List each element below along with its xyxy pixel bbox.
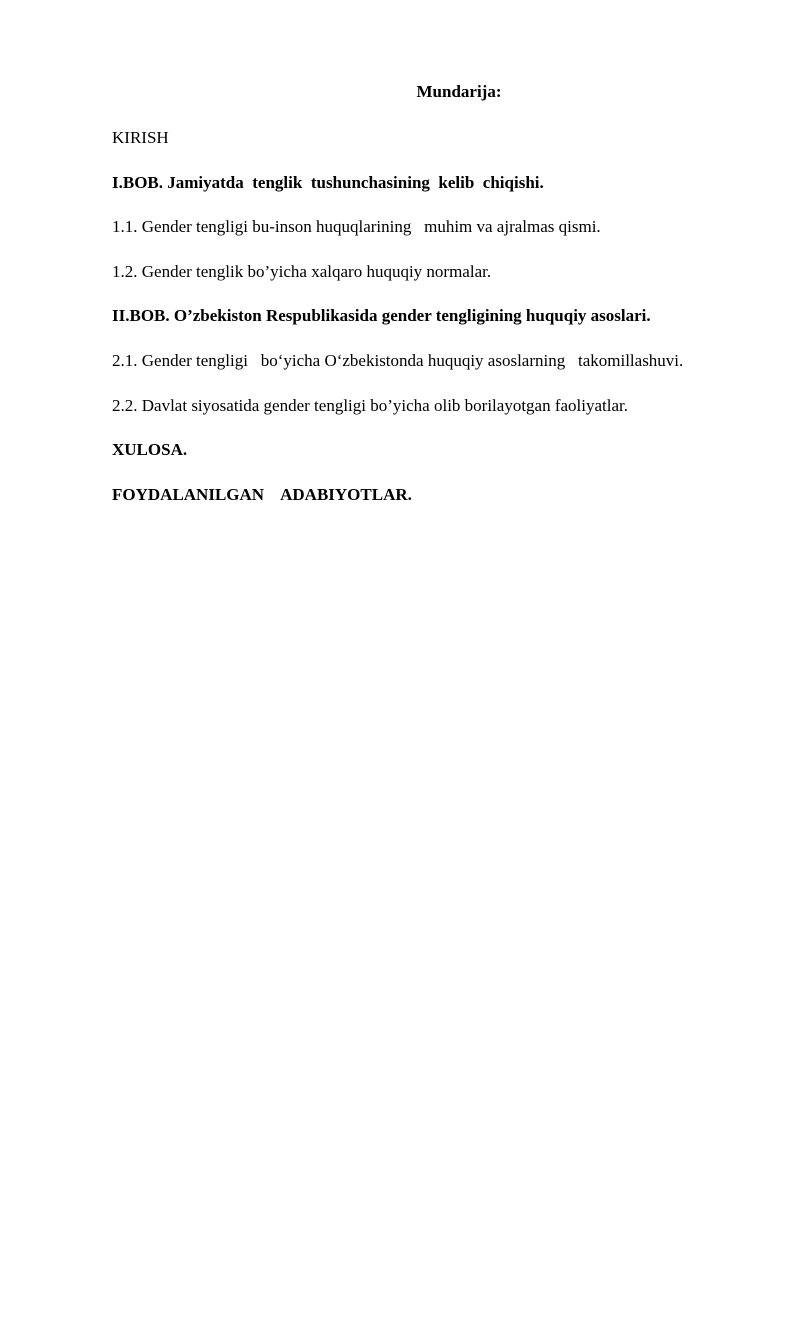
toc-item-section-1-1: 1.1. Gender tengligi bu-inson huquqlarining muhim va ajralmas qismi. [112, 217, 601, 237]
toc-item-section-2-1: 2.1. Gender tengligi bo‘yicha O‘zbekistonda huquqiy asoslarning takomillashuvi. [112, 350, 684, 370]
toc-item-xulosa: XULOSA. [112, 440, 188, 460]
toc-item-section-1-2: 1.2. Gender tenglik bo’yicha xalqaro huquqiy normalar. [112, 261, 492, 281]
toc-item-section-2-2: 2.2. Davlat siyosatida gender tengligi bo’yicha olib borilayotgan faoliyatlar. [112, 395, 629, 415]
toc-item-chapter-2: II.BOB. O’zbekiston Respublikasida gender tengligining huquqiy asoslari. [112, 306, 651, 326]
toc-item-references: FOYDALANILGAN ADABIYOTLAR. [112, 484, 412, 504]
document-title: Mundarija: [416, 82, 502, 101]
table-of-contents [112, 127, 792, 528]
toc-item-kirish: KIRISH [112, 128, 169, 147]
toc-item-chapter-1: I.BOB. Jamiyatda tenglik tushunchasining kelib chiqishi. [112, 172, 544, 192]
